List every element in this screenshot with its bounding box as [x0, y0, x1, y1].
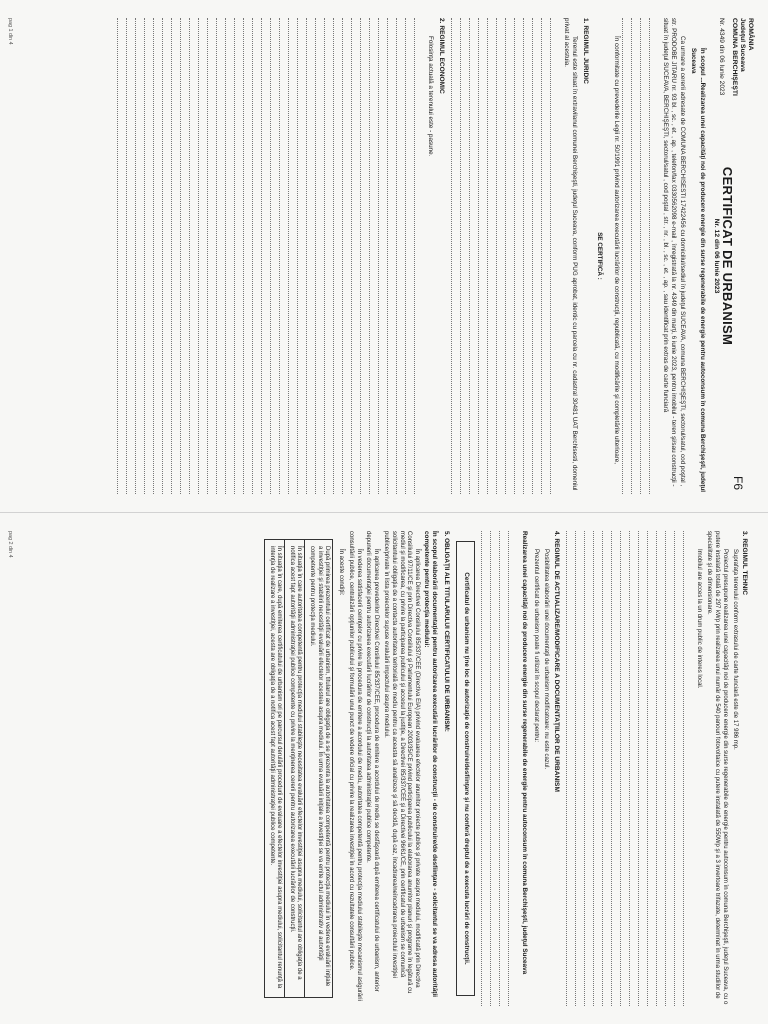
- registration-number: Nr. 4349 din 06 Iunie 2023: [718, 18, 726, 96]
- blank-lines-4: [566, 531, 691, 1006]
- blank-lines-2: [451, 18, 558, 494]
- obligations-row-2: În situaţia în care autoritatea competentă pentru protecţia mediului stabileşte necesitatea evaluării efectelor investiţiei asupra mediului, solicitantul are obligaţia de a notifica acest fapt autorităţii administraţiei publice competente cu privire la menţinerea cererii pentru autorizarea executării lucrărilor de construcţii.: [284, 540, 304, 997]
- section-4-title: 4. REGIMUL DE ACTUALIZARE/MODIFICARE A DOCUMENTAŢIILOR DE URBANISM: [552, 531, 560, 792]
- header-county: Judeţul Suceava: [738, 18, 746, 72]
- section-5-para-3: În vederea satisfacerii cerinţelor cu privire la procedura de emitere a acordului de mediu, autoritatea competentă pentru protecţia mediului stabileşte mecanismul asigurării consultării publice, centralizării opţiunilor publicului şi formulării unui punct de vedere oficial cu privire la realizarea investiţiei în acord cu rezultatele consultării publice.: [347, 531, 362, 1001]
- section-5-lead: În scopul elaborării documentaţiei pentru autorizarea executării lucrărilor de construcţii - de construire/de desfiinţare - solicitantul se va adresa autorităţii competente pentru protecţia mediului:: [423, 531, 439, 997]
- blank-lines-1: [622, 18, 657, 494]
- blank-lines-3: [117, 18, 422, 494]
- page-footer-2: pag 2 din 4: [7, 531, 14, 558]
- document-title: CERTIFICAT DE URBANISM: [719, 166, 735, 346]
- se-certifica-heading: SE CERTIFICĂ :: [596, 232, 604, 280]
- section-3-line-1: Suprafaţa terenului conform extrasului de carte funciară este de 17 986 mp.: [731, 549, 738, 750]
- section-5-para-1: În aplicarea Directivei Consiliului 85/337/CEE (Directiva EIA) privind evaluarea efectelor anumitor proiecte publice şi private asupra mediului, modificată prin Directiva Consiliului 97/11/CE şi prin Directiva Consiliului şi Parlamentului European 2003/35/CE privind participarea publicului la elaborarea anumitor planuri şi programe în legătură cu mediul şi modificarea, cu privire la participarea publicului şi accesul la justiţie, a Directivei 85/337/CEE şi a Directivei 96/61/CE, prin certificatul de urbanism se comunică solicitantului obligaţia de a contacta autoritatea teritorială de mediu pentru ca aceasta să analizeze şi să decidă, după caz, încadrarea/neîncadrarea proiectului investiţiei publice/private în lista proiectelor supuse evaluării impactului asupra mediului.: [383, 531, 421, 994]
- request-paragraph: Ca urmare a cererii adresate de COMUNA BERCHISESTI 17422456 cu domiciliul/sediul în judeţul SUCEAVA, comuna BERCHIŞEŞTI, sectorul/satul, cod poştal , str. PRODOBE JITARU nr. 93 bl. , sc. , et. , ap. , telefon/fax 0330562098 e-mail , înregistrată la nr. 4349 din marţi, 6 iunie 2023, pentru imobilul - teren şi/sau construcţii - situat în judeţul SUCEAVA, BERCHIŞEŞTI, sectorul/satul , cod poştal , str. , nr. , bl. , sc. , et. , ap. , sau identificat prin extras de carte funciară: [661, 18, 686, 487]
- page-two: [0, 512, 768, 1024]
- section-1-title: 1. REGIMUL JURIDIC: [581, 18, 589, 84]
- section-4-text: Posibilitatea elaborării unei documentaţii de urbanism modificatoare: nu este cazul.: [543, 549, 550, 770]
- blank-lines-5: [481, 531, 516, 1006]
- header-country: ROMÂNIA: [747, 18, 754, 51]
- section-1-text: Terenul este situat în extravilanul comunei Berchişeşti, judeţul Suceava, conform PUG aprobat, identic cu parcela cu nr. cadastral 30481 UAT Berchisesti, domeniul privat al acestuia.: [562, 18, 579, 491]
- page-footer: pag 1 din 4: [7, 18, 14, 45]
- section-4-purpose: Realizarea unei capacităţi noi de producere energie din surse regenerabile de energie pentru autoconsum în comuna Berchişeşti, judeţul Suceava: [520, 531, 528, 975]
- section-2-text: Folosinţa actuală a terenului este - pasune.: [427, 36, 435, 157]
- law-paragraph: În conformitate cu prevederile Legii nr. 50/1991 privind autorizarea executării lucrărilor de construcţii, republicată, cu modificările şi completările ulterioare,: [612, 36, 620, 465]
- section-2-title: 2. REGIMUL ECONOMIC: [437, 18, 445, 94]
- obligations-row-1: După primirea prezentului certificat de urbanism, titularul are obligaţia de a se prezenta la autoritatea competentă pentru protecţia mediului în vederea evaluării iniţiale a investiţiei şi stabilirii necesităţii evaluării efectelor acesteia asupra mediului. În urma evaluării iniţiale a investiţiei se va emite actul administrativ al autorităţii competente pentru protecţia mediului.: [304, 540, 332, 997]
- purpose-text: În scopul ...Realizarea unei capacităţi noi de producere energie din surse regenerabile de energie pentru autoconsum în comuna Berchişeşti, judeţul Suceava: [690, 48, 706, 493]
- notice-box: Certificatul de urbanism nu ţine loc de autorizaţie de construire/desfiinţare şi nu conferă dreptul de a executa lucrări de construcţii.: [456, 541, 474, 996]
- section-5-conditions: În aceste condiţii:: [338, 549, 345, 596]
- section-3-line-3: Imobilul are acces la un drum public de interes local.: [696, 549, 703, 689]
- document-subtitle: Nr. 12 din 06 Iunie 2023: [712, 218, 720, 294]
- section-5-title: 5. OBLIGAŢII ALE TITULARULUI CERTIFICATULUI DE URBANISM:: [443, 531, 451, 732]
- section-3-title: 3. REGIMUL TEHNIC: [741, 531, 748, 595]
- header-commune: COMUNA BERCHIŞEŞTI: [730, 18, 738, 96]
- section-4-text-2: Prezentul certificat de urbanism poate fi utilizat în scopul declarat pentru:: [533, 549, 540, 743]
- section-3-line-2: Proiectul presupune realizarea unei capacităţi noi de producere energie din surse regenerabile de energie pentru autoconsum în comuna Berchişeşti, judeţul Suceava, cu o putere instalată totală de 297 kWp prin realizarea unui număr de 540 panouri fotovoltaice cu putere instalată de 550Wp şi a 3 invertoare trifazate, determinat în urma studiilor de specialitate şi de dimensionare.: [706, 531, 728, 1005]
- section-5-para-2: În aplicarea prevederilor Directivei Consiliului 85/337/CEE, procedura de emitere a acordului de mediu se desfăşoară după emiterea certificatului de urbanism, anterior depunerii documentaţiei pentru autorizarea executării lucrărilor de construcţii la autoritatea administraţiei publice competente.: [365, 531, 380, 992]
- obligations-box: [264, 539, 333, 998]
- obligations-row-3: În situaţia în care, după emiterea certificatului de urbanism ori pe parcursul derulării procedurii de evaluare a efectelor investiţiei asupra mediului, solicitantul renunţă la intenţia de realizare a investiţiei, acesta are obligaţia de a notifica acest fapt autorităţii administraţiei publice competente.: [268, 546, 283, 989]
- form-code: F6: [731, 475, 745, 490]
